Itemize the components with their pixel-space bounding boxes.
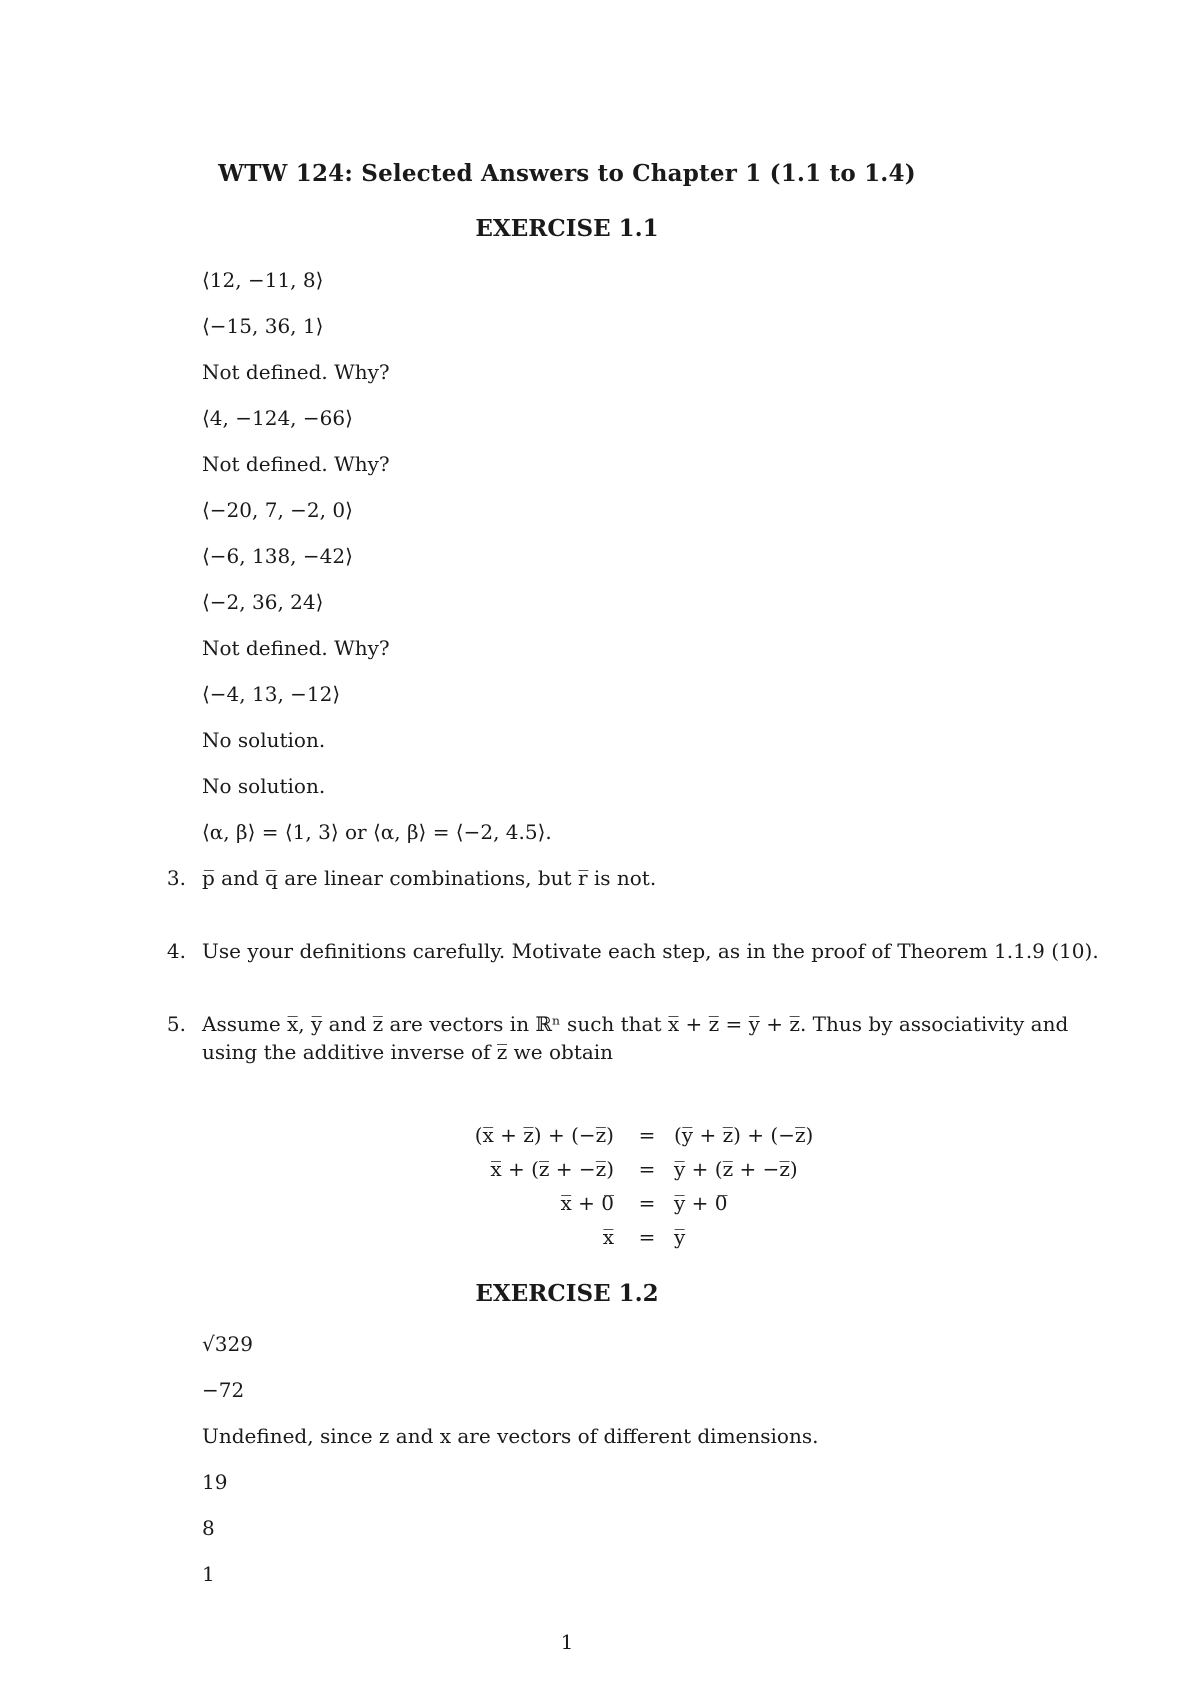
answer-text: ⟨4, −124, −66⟩ xyxy=(202,406,353,430)
answer-text: 8 xyxy=(202,1516,215,1540)
equation-row xyxy=(0,1222,1134,1252)
equation-row xyxy=(0,1188,1134,1218)
equals-sign: = xyxy=(638,1157,656,1181)
exercise-1-1-heading: EXERCISE 1.1 xyxy=(475,215,659,242)
equation-lhs: x̅ xyxy=(602,1225,614,1249)
answer-text: ⟨12, −11, 8⟩ xyxy=(202,268,324,292)
item-number: 4. xyxy=(166,939,186,963)
equation-lhs: x̅ + 0̅ xyxy=(560,1191,614,1215)
equation-rhs: y̅ + (z̅ + −z̅) xyxy=(674,1157,798,1181)
equation-rhs: (y̅ + z̅) + (−z̅) xyxy=(674,1123,814,1147)
page-number: 1 xyxy=(560,1630,574,1654)
exercise-1-2-heading: EXERCISE 1.2 xyxy=(475,1280,659,1307)
answer-text: Not defined. Why? xyxy=(202,636,390,660)
equation-row xyxy=(0,1154,1134,1184)
equals-sign: = xyxy=(638,1191,656,1215)
equation-rhs: y̅ + 0̅ xyxy=(674,1191,728,1215)
equals-sign: = xyxy=(638,1225,656,1249)
answer-text: Not defined. Why? xyxy=(202,452,390,476)
item-text: p̅ and q̅ are linear combinations, but r̅ is not. xyxy=(202,866,657,890)
equation-row xyxy=(0,1120,1134,1150)
answer-text: ⟨−15, 36, 1⟩ xyxy=(202,314,324,338)
answer-text: ⟨α, β⟩ = ⟨1, 3⟩ or ⟨α, β⟩ = ⟨−2, 4.5⟩. xyxy=(202,820,552,844)
equation-lhs: (x̅ + z̅) + (−z̅) xyxy=(474,1123,614,1147)
equation-lhs: x̅ + (z̅ + −z̅) xyxy=(490,1157,614,1181)
equation-rhs: y̅ xyxy=(674,1225,686,1249)
answer-text: √329 xyxy=(202,1332,253,1356)
equals-sign: = xyxy=(638,1123,656,1147)
answer-text: ⟨−2, 36, 24⟩ xyxy=(202,590,324,614)
answer-text: −72 xyxy=(202,1378,245,1402)
item-number: 3. xyxy=(166,866,186,890)
item-text: Use your definitions carefully. Motivate each step, as in the proof of Theorem 1.1.9 (10). xyxy=(202,939,1099,963)
item-text: Assume x̅, y̅ and z̅ are vectors in ℝⁿ such that x̅ + z̅ = y̅ + z̅. Thus by associativity and using the additive inverse of z̅ we obtain xyxy=(202,1012,1069,1064)
page-title: WTW 124: Selected Answers to Chapter 1 (1.1 to 1.4) xyxy=(218,160,916,187)
item-number: 5. xyxy=(166,1012,186,1036)
answer-text: ⟨−6, 138, −42⟩ xyxy=(202,544,353,568)
answer-text: ⟨−20, 7, −2, 0⟩ xyxy=(202,498,353,522)
answer-text: Undefined, since z and x are vectors of different dimensions. xyxy=(202,1424,819,1448)
answer-text: No solution. xyxy=(202,774,326,798)
answer-text: Not defined. Why? xyxy=(202,360,390,384)
answer-text: 19 xyxy=(202,1470,228,1494)
answer-text: 1 xyxy=(202,1562,215,1586)
answer-text: No solution. xyxy=(202,728,326,752)
answer-text: ⟨−4, 13, −12⟩ xyxy=(202,682,341,706)
